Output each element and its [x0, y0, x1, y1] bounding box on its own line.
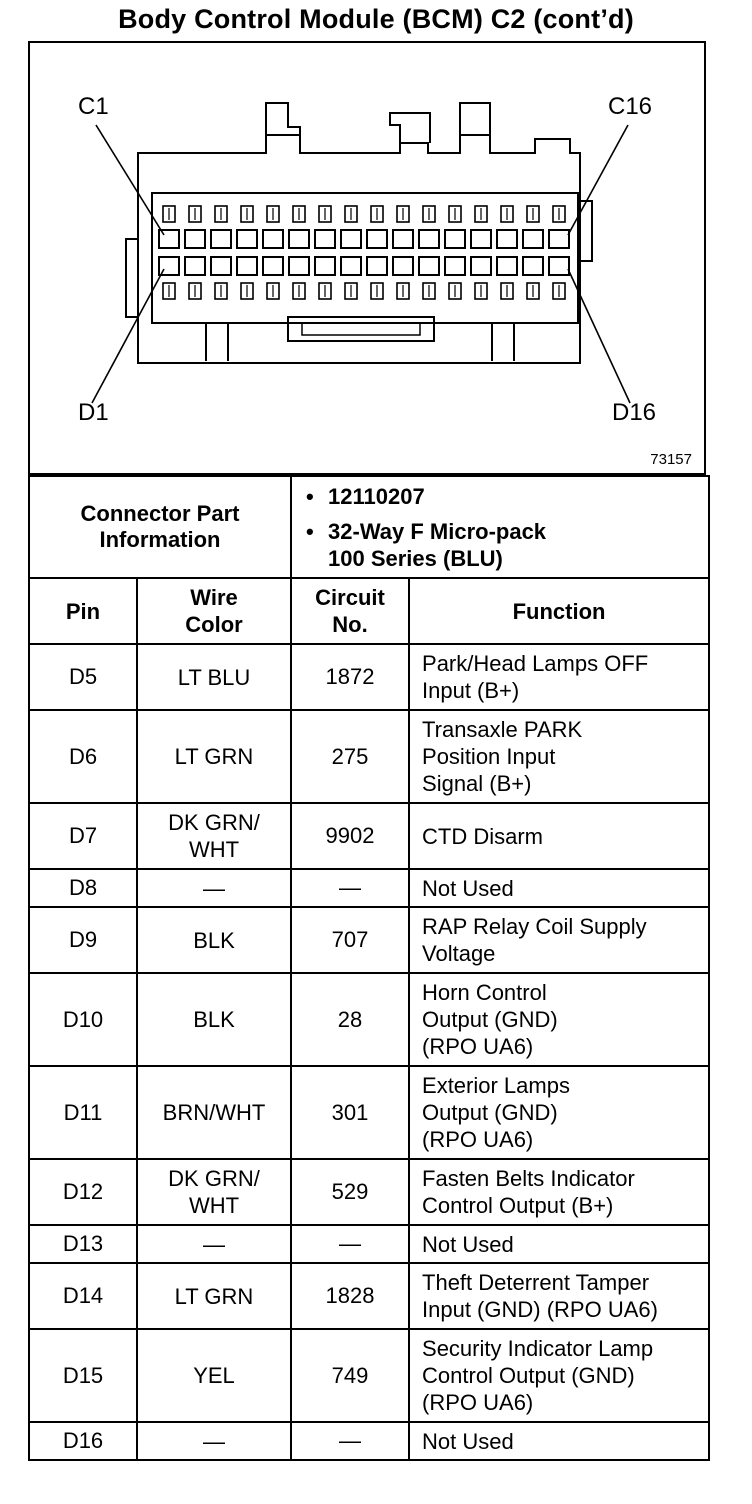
- table-row: [29, 1225, 709, 1263]
- cell-wire-color: [137, 973, 291, 1066]
- cavity-c: [523, 230, 543, 248]
- connector-info-label-line2: Information: [99, 527, 221, 552]
- function-text: Input (B+): [422, 678, 520, 703]
- cavity-c: [315, 230, 335, 248]
- leader-d16: [568, 269, 630, 403]
- cell-function: [409, 803, 709, 869]
- cavity-d: [549, 257, 569, 275]
- cell-wire-color: [137, 803, 291, 869]
- table-row: [29, 1422, 709, 1460]
- cavity-d: [419, 257, 439, 275]
- function-text: Position Input: [422, 744, 556, 769]
- side-tab-left: [126, 239, 138, 317]
- label-c1: C1: [78, 93, 109, 120]
- wire-color-text: BLK: [193, 927, 235, 953]
- cavity-c: [341, 230, 361, 248]
- table-header-row: [29, 578, 709, 644]
- header-wire-color: Wire Color: [137, 578, 291, 644]
- wire-color-text: —: [203, 875, 225, 901]
- cell-wire-color: [137, 1263, 291, 1329]
- function-text: (RPO UA6): [422, 1034, 534, 1059]
- pinout-table: [28, 475, 710, 1461]
- cell-pin: D12: [29, 1159, 137, 1225]
- cell-pin: D5: [29, 644, 137, 710]
- header-circuit-no: Circuit No.: [291, 578, 409, 644]
- cell-wire-color: [137, 1066, 291, 1159]
- cell-function: [409, 1225, 709, 1263]
- cavity-d: [289, 257, 309, 275]
- label-d16: D16: [612, 399, 657, 426]
- table-row: [29, 973, 709, 1066]
- function-text: Exterior Lamps: [422, 1073, 570, 1098]
- table-row: [29, 710, 709, 803]
- cavity-c: [237, 230, 257, 248]
- cell-pin: D7: [29, 803, 137, 869]
- wire-color-text: LT GRN: [174, 1283, 254, 1309]
- cell-function: [409, 869, 709, 907]
- cell-pin: D11: [29, 1066, 137, 1159]
- cavity-c: [549, 230, 569, 248]
- function-text: Horn Control: [422, 980, 547, 1005]
- wire-color-text: DK GRN/: [168, 810, 260, 835]
- header-pin: Pin: [29, 578, 137, 644]
- function-text: Fasten Belts Indicator: [422, 1166, 635, 1191]
- cavity-c: [393, 230, 413, 248]
- function-text: Theft Deterrent Tamper: [422, 1270, 650, 1295]
- cavity-d: [497, 257, 517, 275]
- function-text: (RPO UA6): [422, 1127, 534, 1152]
- cell-function: [409, 1329, 709, 1422]
- function-text: Control Output (GND): [422, 1363, 635, 1388]
- function-text: Control Output (B+): [422, 1193, 614, 1218]
- function-text: (RPO UA6): [422, 1390, 534, 1415]
- table-row: [29, 1159, 709, 1225]
- cell-pin: D15: [29, 1329, 137, 1422]
- function-text: Not Used: [422, 1231, 514, 1257]
- wire-color-text: DK GRN/: [168, 1166, 260, 1191]
- cavity-d: [211, 257, 231, 275]
- wire-color-text: LT GRN: [174, 744, 254, 769]
- cell-pin: D6: [29, 710, 137, 803]
- connector-face-drawing: [30, 43, 708, 477]
- wire-color-text: WHT: [188, 837, 240, 862]
- cell-function: [409, 973, 709, 1066]
- connector-description-line2: 100 Series (BLU): [328, 545, 503, 571]
- table-row: [29, 907, 709, 973]
- cell-circuit-no: 1828: [291, 1263, 409, 1329]
- function-text: Output (GND): [422, 1007, 558, 1032]
- cell-circuit-no: 275: [291, 710, 409, 803]
- cell-circuit-no: 28: [291, 973, 409, 1066]
- connector-info-values: • 12110207 • 32-Way F Micro-pack 100 Series (BLU): [291, 476, 709, 578]
- cell-pin: D8: [29, 869, 137, 907]
- wire-color-text: WHT: [188, 1193, 240, 1218]
- cell-pin: D10: [29, 973, 137, 1066]
- cell-circuit-no: 9902: [291, 803, 409, 869]
- bottom-slot-inner: [302, 323, 420, 335]
- wire-color-text: LT BLU: [177, 664, 251, 690]
- label-c16: C16: [608, 93, 653, 120]
- wire-color-text: BRN/WHT: [162, 1100, 266, 1125]
- wire-color-text: —: [203, 1231, 225, 1257]
- function-text: Not Used: [422, 875, 514, 901]
- function-text: Park/Head Lamps OFF: [422, 651, 649, 676]
- leader-c1: [96, 125, 164, 235]
- cell-wire-color: [137, 1159, 291, 1225]
- cell-function: [409, 644, 709, 710]
- wire-color-text: YEL: [193, 1363, 235, 1388]
- wire-color-text: —: [203, 1428, 225, 1454]
- cell-function: [409, 907, 709, 973]
- connector-diagram: [28, 41, 706, 475]
- cavity-c: [263, 230, 283, 248]
- cell-circuit-no: 749: [291, 1329, 409, 1422]
- cavity-d: [341, 257, 361, 275]
- table-row: [29, 869, 709, 907]
- wire-color-text: BLK: [193, 1007, 235, 1032]
- function-text: CTD Disarm: [422, 823, 544, 849]
- cell-circuit-no: 707: [291, 907, 409, 973]
- cell-pin: D13: [29, 1225, 137, 1263]
- page-title: Body Control Module (BCM) C2 (cont’d): [118, 4, 634, 34]
- connector-info-row: [29, 476, 709, 578]
- cavity-c: [445, 230, 465, 248]
- function-text: Signal (B+): [422, 771, 532, 796]
- cavity-c: [367, 230, 387, 248]
- cell-circuit-no: 529: [291, 1159, 409, 1225]
- cell-circuit-no: —: [291, 869, 409, 907]
- function-text: Transaxle PARK: [422, 717, 583, 742]
- cavity-c: [185, 230, 205, 248]
- cell-wire-color: [137, 1225, 291, 1263]
- latch-tower-center: [390, 113, 430, 143]
- cell-pin: D9: [29, 907, 137, 973]
- leader-d1: [92, 269, 164, 403]
- cell-circuit-no: 1872: [291, 644, 409, 710]
- cell-wire-color: [137, 1329, 291, 1422]
- latch-tower-left: [266, 103, 300, 135]
- cell-circuit-no: 301: [291, 1066, 409, 1159]
- table-row: [29, 1329, 709, 1422]
- cavity-c: [289, 230, 309, 248]
- cavity-d: [367, 257, 387, 275]
- cell-function: [409, 710, 709, 803]
- cell-wire-color: [137, 710, 291, 803]
- function-text: Not Used: [422, 1428, 514, 1454]
- cell-function: [409, 1066, 709, 1159]
- cell-pin: D14: [29, 1263, 137, 1329]
- cell-function: [409, 1263, 709, 1329]
- cavity-c: [497, 230, 517, 248]
- figure-number: 73157: [650, 451, 692, 468]
- label-d1: D1: [78, 399, 109, 426]
- cavity-d: [263, 257, 283, 275]
- table-row: [29, 644, 709, 710]
- cavity-c: [419, 230, 439, 248]
- function-text: Input (GND) (RPO UA6): [422, 1297, 658, 1322]
- function-text: Voltage: [422, 941, 496, 966]
- table-row: [29, 803, 709, 869]
- connector-info-label-line1: Connector Part: [80, 501, 240, 526]
- latch-tower-right: [460, 103, 490, 135]
- cavity-d: [393, 257, 413, 275]
- cavity-d: [445, 257, 465, 275]
- part-number: 12110207: [328, 483, 425, 509]
- cavity-c: [471, 230, 491, 248]
- cell-function: [409, 1422, 709, 1460]
- table-row: [29, 1066, 709, 1159]
- cell-wire-color: [137, 869, 291, 907]
- leader-c16: [568, 125, 628, 235]
- cell-function: [409, 1159, 709, 1225]
- cell-circuit-no: —: [291, 1422, 409, 1460]
- cell-wire-color: [137, 907, 291, 973]
- cell-circuit-no: —: [291, 1225, 409, 1263]
- function-text: Security Indicator Lamp: [422, 1336, 654, 1361]
- header-function: Function: [409, 578, 709, 644]
- connector-info-label: [29, 476, 291, 578]
- cell-wire-color: [137, 644, 291, 710]
- bottom-key-left: [206, 323, 228, 361]
- cavity-d: [185, 257, 205, 275]
- cavity-d: [315, 257, 335, 275]
- bottom-key-right: [492, 323, 514, 361]
- connector-description-line1: 32-Way F Micro-pack: [328, 518, 547, 544]
- function-text: RAP Relay Coil Supply: [422, 914, 647, 939]
- cell-pin: D16: [29, 1422, 137, 1460]
- cavity-d: [471, 257, 491, 275]
- table-row: [29, 1263, 709, 1329]
- cavity-c: [211, 230, 231, 248]
- cell-wire-color: [137, 1422, 291, 1460]
- bottom-slot: [288, 317, 434, 341]
- cavity-d: [237, 257, 257, 275]
- cavity-d: [523, 257, 543, 275]
- function-text: Output (GND): [422, 1100, 558, 1125]
